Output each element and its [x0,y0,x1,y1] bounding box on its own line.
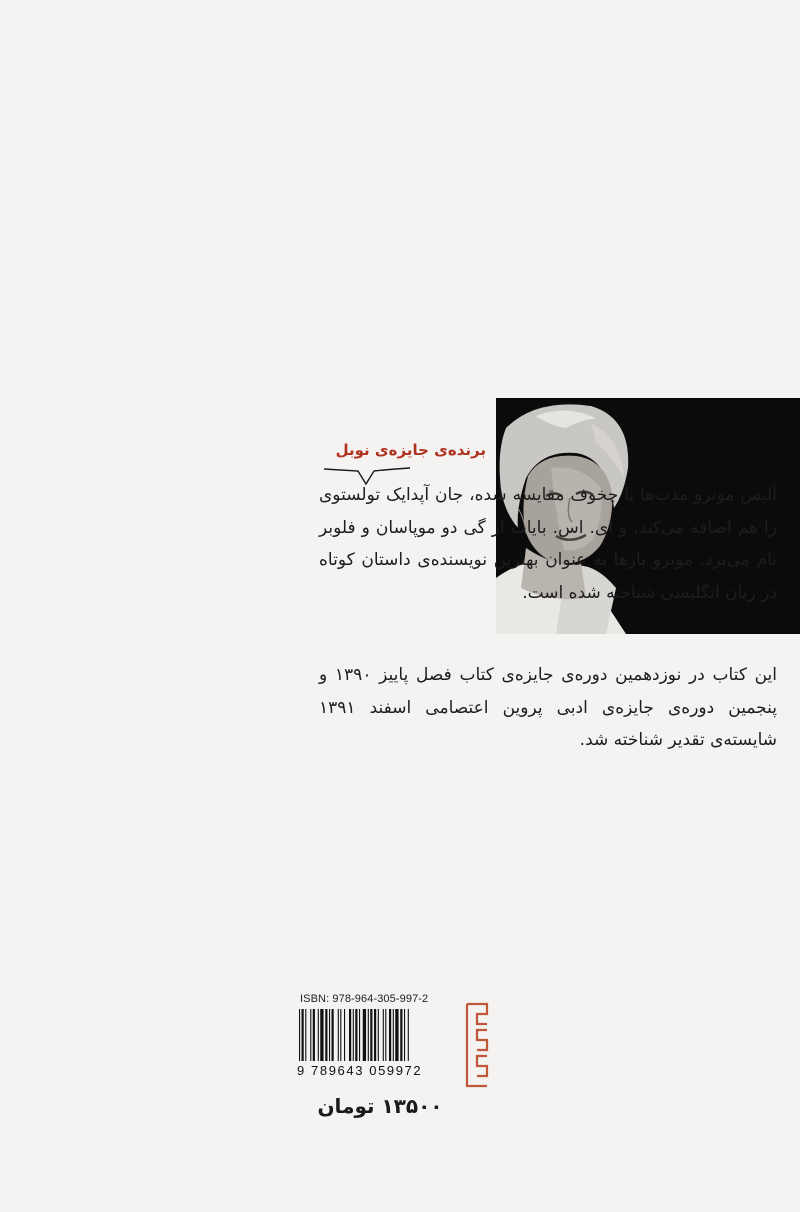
barcode-number: 9 789643 059972 [297,1063,423,1078]
barcode-image [297,1009,457,1063]
author-bio-paragraph: آلیس مونرو مدت‌ها با چخوف مقایسه شده، جان آپدایک تولستوی را هم اضافه می‌کند، و ای. اس. بایات از گی دو موپاسان و فلوبر نام می‌برد. مونرو بارها به عنوان بهترین نویسنده‌ی داستان کوتاه در زبان انگلیسی شناخته شده است. [319,485,777,603]
isbn-label: ISBN: 978-964-305-997-2 [300,993,429,1005]
award-label: برنده‌ی جایزه‌ی نوبل [335,441,486,459]
awards-paragraph: این کتاب در نوزدهمین دوره‌ی جایزه‌ی کتاب فصل پاییز ۱۳۹۰ و پنجمین دوره‌ی جایزه‌ی ادبی پروین اعتصامی اسفند ۱۳۹۱ شایسته‌ی تقدیر شناخته شد. [319,665,778,750]
price-label: ۱۳۵۰۰ تومان [317,1094,443,1118]
publisher-logo-icon [464,998,490,1092]
